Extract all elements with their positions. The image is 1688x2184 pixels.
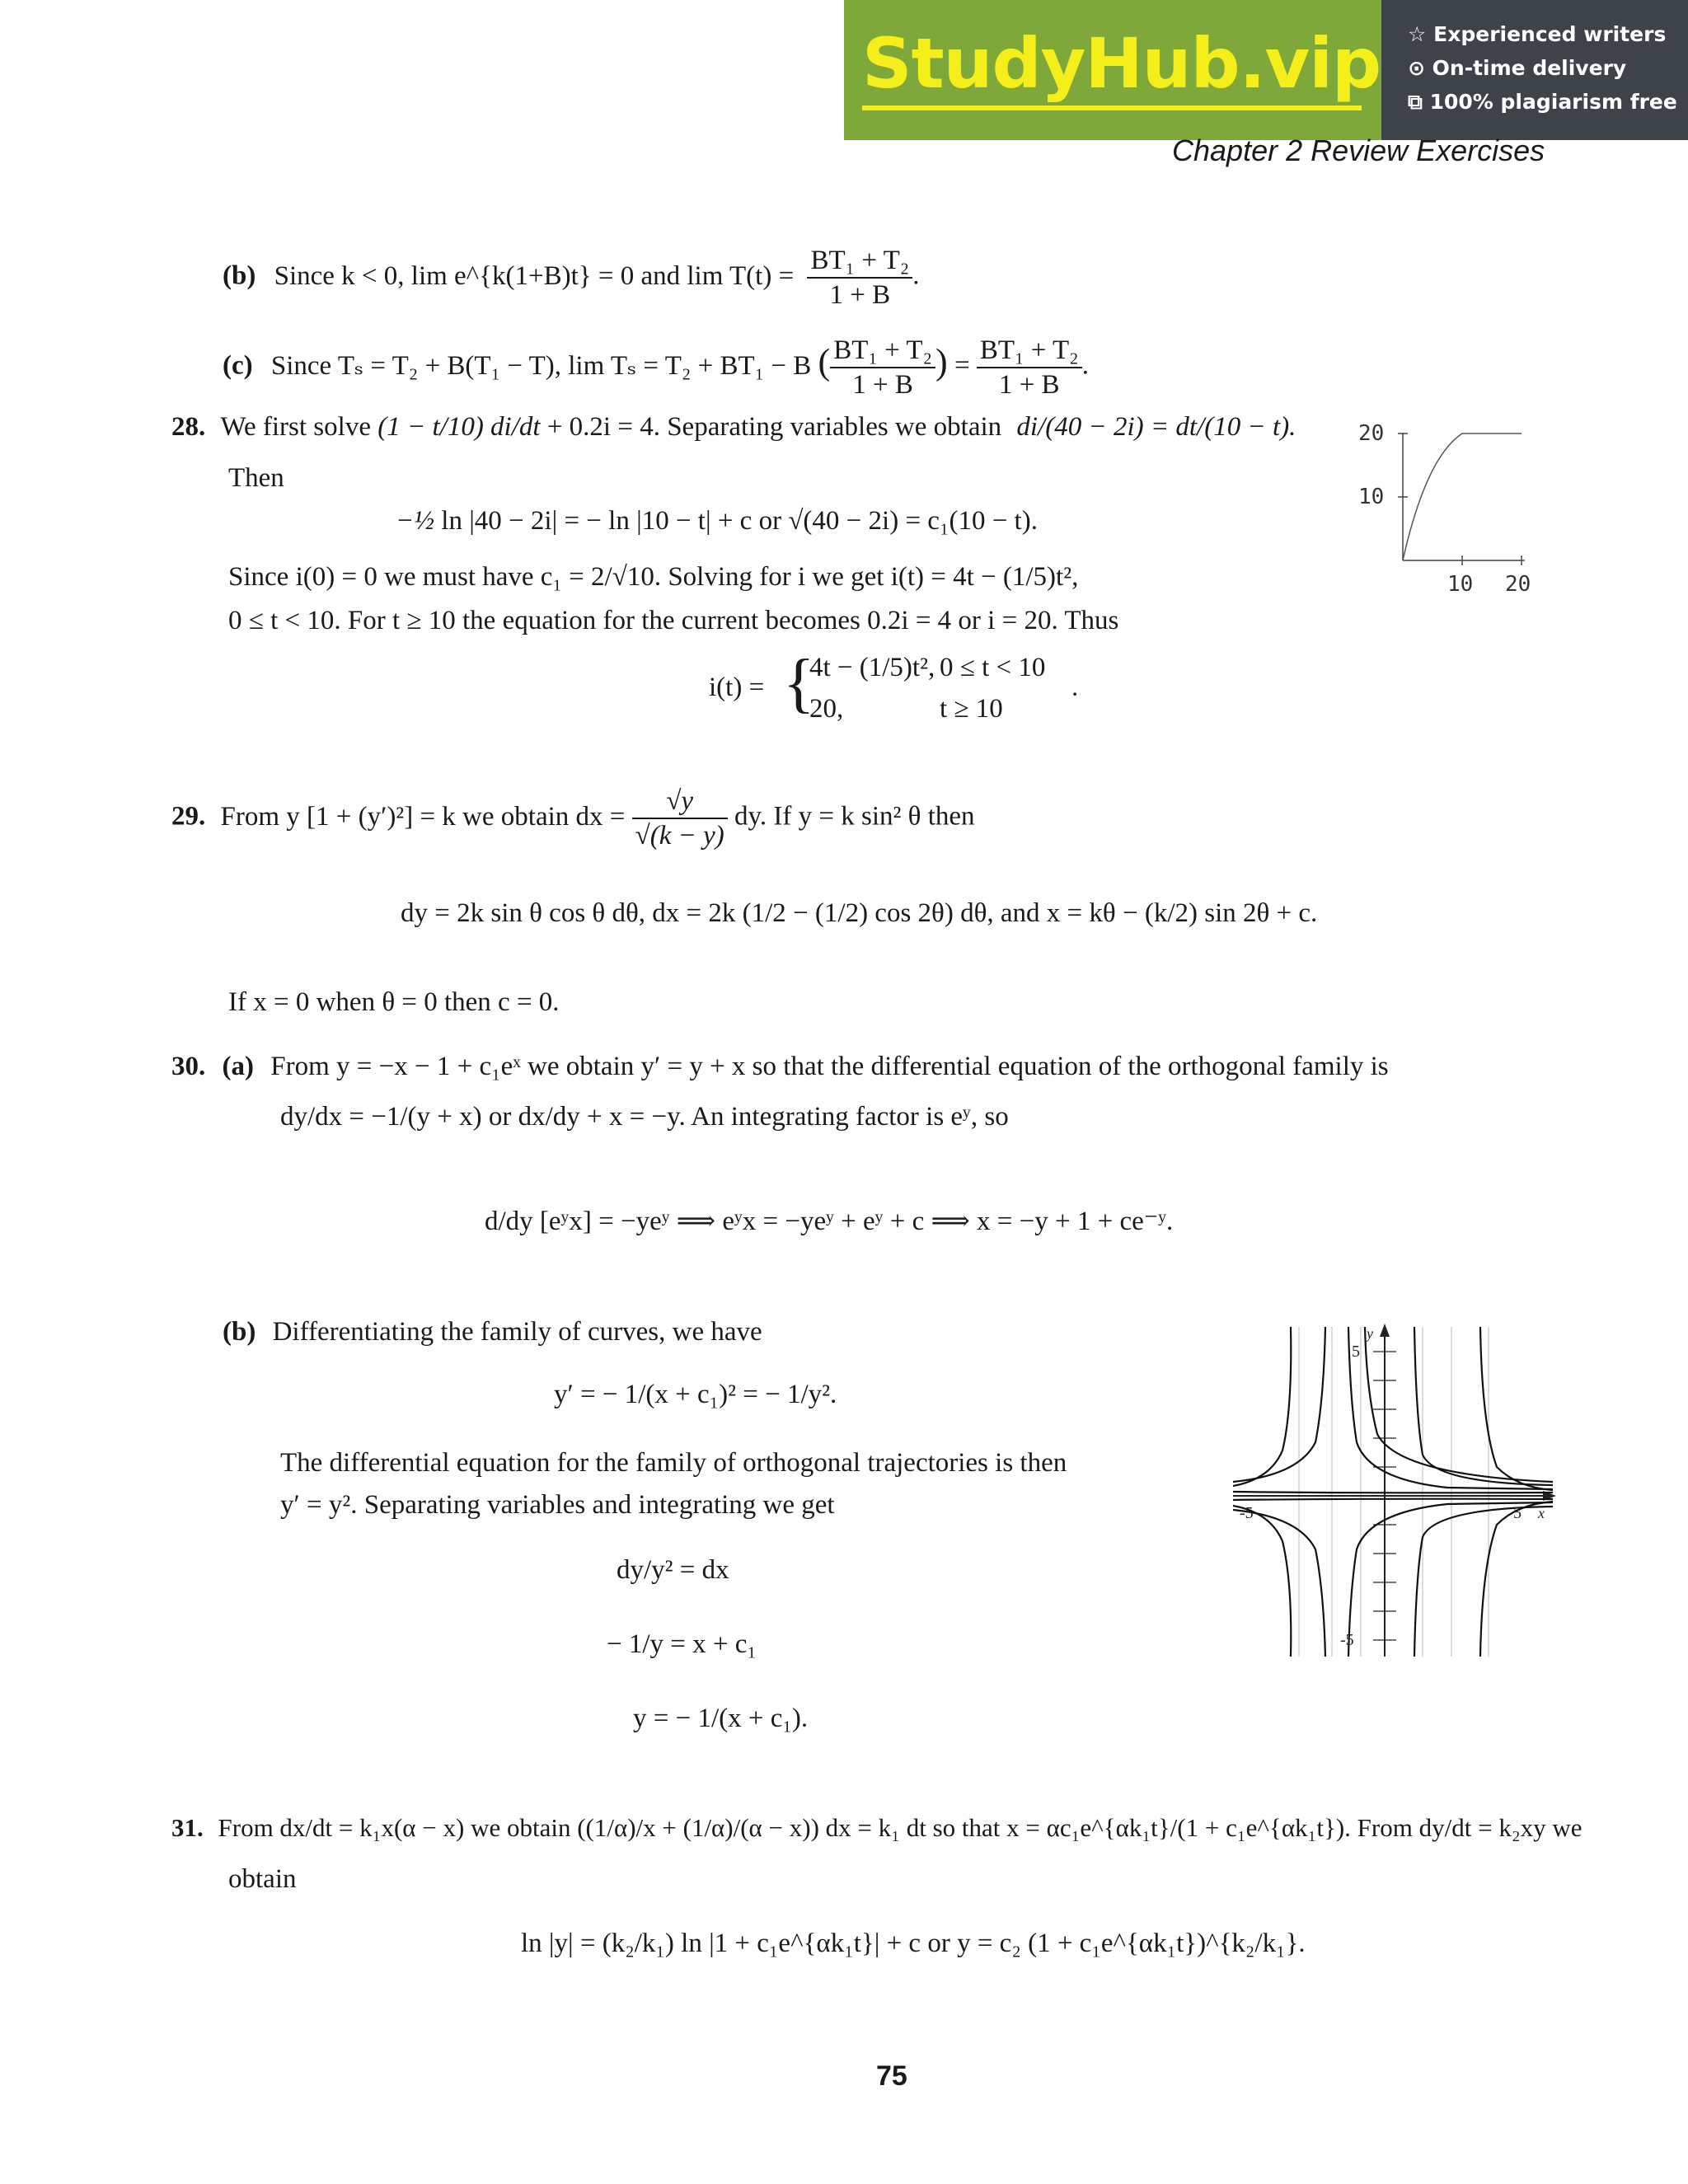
problem-31-line2: obtain (228, 1864, 297, 1894)
problem-31-eq: ln |y| = (k₂/k₁) ln |1 + c₁e^{αk₁t}| + c or y = c₂ (1 + c₁e^{αk₁t})^{k₂/k₁}. (521, 1929, 1306, 1958)
problem-28-intro-2: + 0.2i = 4. Separating variables we obtain (546, 412, 1002, 442)
problem-29-fraction: $\frac{√y}{√(k - y)}$ (632, 785, 728, 852)
problem-29-line2: If x = 0 when θ = 0 then c = 0. (228, 987, 560, 1017)
graph-x-axis-label: x (1538, 1505, 1545, 1521)
problem-30a-line1 (171, 1050, 1389, 1083)
page-number: 75 (876, 2060, 907, 2092)
problem-30b-eq3: − 1/y = x + c₁ (607, 1629, 757, 1659)
x-tick-label: 10 (1447, 572, 1474, 597)
fraction-denominator: 1 + B (998, 370, 1060, 400)
problem-30b-eq1: y′ = − 1/(x + c₁)² = − 1/y². (554, 1380, 837, 1409)
problem-30b-line1 (223, 1315, 762, 1348)
y-tick-label: 20 (1358, 421, 1385, 446)
fraction-numerator: BT₁ + T₂ (807, 244, 912, 279)
graph-x-right-label: 5 (1513, 1504, 1522, 1522)
graph-y-bottom-label: -5 (1340, 1631, 1354, 1649)
problem-number: 29. (171, 801, 206, 832)
problem-28-then: Then (228, 463, 284, 493)
feature-plagiarism-free (1408, 90, 1677, 115)
problem-28-eq1: −½ ln |40 − 2i| = − ln |10 − t| + c or √(40 − 2i) = c₁(10 − t). (396, 506, 1038, 536)
part-label: (a) (222, 1052, 254, 1081)
feature-on-time-delivery (1408, 56, 1626, 80)
part-label: (b) (223, 260, 256, 291)
part-label: (b) (223, 1317, 256, 1347)
problem-28-line3: Since i(0) = 0 we must have c₁ = 2/√10. Solving for i we get i(t) = 4t − (1/5)t², (228, 562, 1079, 592)
problem-30b-eq4: y = − 1/(x + c₁). (633, 1704, 809, 1733)
graph-axes (1233, 1324, 1556, 1657)
graph-axes (1398, 433, 1525, 565)
equation-text: ln |40 − 2i| = − ln |10 − t| + c or √(40 − 2i) = c₁(10 − t). (441, 506, 1038, 536)
problem-30b-eq2: dy/y² = dx (617, 1555, 729, 1585)
feature-label: 100% plagiarism free (1429, 90, 1677, 114)
current-curve (1403, 434, 1522, 560)
piecewise-lhs: i(t) = (709, 673, 765, 702)
star-icon: ☆ (1408, 22, 1427, 46)
y-tick-label: 10 (1358, 485, 1385, 509)
problem-30a-line2: dy/dx = −1/(y + x) or dx/dy + x = −y. An integrating factor is eʸ, so (280, 1102, 1009, 1132)
fraction-denominator: 1 + B (852, 370, 913, 400)
problem-29-line1 (171, 785, 975, 852)
problem-31-text: From dx/dt = k₁x(α − x) we obtain ((1/α)/x + (1/α)/(α − x)) dx = k₁ dt so that x = αc₁e^{αk₁t}/(1 + c₁e^{αk₁t}). From dy/dt = k₂xy we (218, 1813, 1582, 1842)
graph-x-left-label: -5 (1240, 1504, 1254, 1522)
part-label: (c) (223, 350, 253, 381)
problem-29-eq: dy = 2k sin θ cos θ dθ, dx = 2k (1/2 − (1/2) cos 2θ) dθ, and x = kθ − (k/2) sin 2θ + c. (401, 898, 1318, 928)
copy-icon: ⧉ (1408, 90, 1423, 114)
case2-cond: t ≥ 10 (940, 694, 1003, 724)
feature-experienced-writers (1408, 22, 1666, 46)
problem-27b-fraction (807, 244, 912, 312)
problem-31-line1 (171, 1811, 1582, 1844)
case1-expr: 4t − (1/5)t², (809, 653, 935, 682)
problem-30b-text: Differentiating the family of curves, we have (272, 1317, 762, 1347)
problem-27c: (c) Since Tₛ = T₂ + B(T₁ − T), lim Tₛ = T₂ + BT₁ − B ( $\frac{\text{BT₁ + T₂}}{1 + B}$ ) = $\frac{\text{BT₁ + T₂}}{1 + B}$ . (223, 335, 1089, 400)
problem-number: 30. (171, 1052, 206, 1081)
problem-27c-fraction-1 (830, 334, 935, 401)
case1-cond: 0 ≤ t < 10 (940, 653, 1046, 682)
feature-label: Experienced writers (1433, 22, 1667, 46)
problem-number: 28. (171, 412, 206, 442)
problem-28-intro: We first solve (220, 412, 371, 442)
problem-29-text-2: dy. If y = k sin² θ then (734, 801, 975, 832)
problem-30b-line3: y′ = y². Separating variables and integrating we get (280, 1490, 835, 1520)
problem-number: 31. (171, 1813, 204, 1842)
promo-banner[interactable] (844, 0, 1688, 140)
case2-expr: 20, (809, 694, 844, 724)
problem-28-line4: 0 ≤ t < 10. For t ≥ 10 the equation for the current becomes 0.2i = 4 or i = 20. Thus (228, 606, 1119, 635)
problem-30a-text: From y = −x − 1 + c₁eˣ we obtain y′ = y + x so that the differential equation of the orthogonal family is (270, 1052, 1389, 1081)
problem-27c-text: Since Tₛ = T₂ + B(T₁ − T), lim Tₛ = T₂ + BT₁ − B (270, 350, 812, 381)
banner-brand-panel (844, 0, 1381, 140)
fraction-numerator: BT₁ + T₂ (830, 334, 935, 368)
brand-logo-text: StudyHub.vip (862, 23, 1381, 104)
problem-27b-text: Since k < 0, lim e^{k(1+B)t} = 0 and lim T(t) = (274, 260, 795, 291)
orthogonal-trajectories-graph (1233, 1319, 1558, 1657)
problem-30a-eq: d/dy [eʸx] = −yeʸ ⟹ eʸx = −yeʸ + eʸ + c ⟹ x = −y + 1 + ce⁻ʸ. (485, 1207, 1174, 1236)
problem-29-text: From y [1 + (y′)²] = k we obtain dx = (220, 801, 626, 832)
graph-y-top-label: 5 (1352, 1343, 1360, 1361)
fraction-numerator: BT₁ + T₂ (977, 334, 1082, 368)
current-graph (1352, 408, 1541, 606)
brand-underline (862, 105, 1362, 110)
graph-y-axis-label: y (1367, 1325, 1373, 1342)
hyperbola-curves (1233, 1327, 1553, 1657)
clock-icon: ⊙ (1408, 56, 1425, 80)
chapter-title: Chapter 2 Review Exercises (1172, 134, 1545, 167)
problem-28-line1: 28. We first solve (1 − t/10) di/dt + 0.2i = 4. Separating variables we obtain di/(40 − 2i) = dt/(10 − t). (171, 412, 1296, 442)
fraction-denominator: 1 + B (829, 280, 891, 310)
problem-30b-line2: The differential equation for the family of orthogonal trajectories is then (280, 1448, 1067, 1478)
problem-27b: (b) Since k < 0, lim e^{k(1+B)t} = 0 and lim T(t) = $\frac{\text{BT₁ + T₂}}{1 + B}$ . (223, 246, 920, 310)
feature-label: On-time delivery (1432, 56, 1627, 80)
problem-27c-fraction-2 (977, 334, 1082, 401)
x-tick-label: 20 (1505, 572, 1531, 597)
